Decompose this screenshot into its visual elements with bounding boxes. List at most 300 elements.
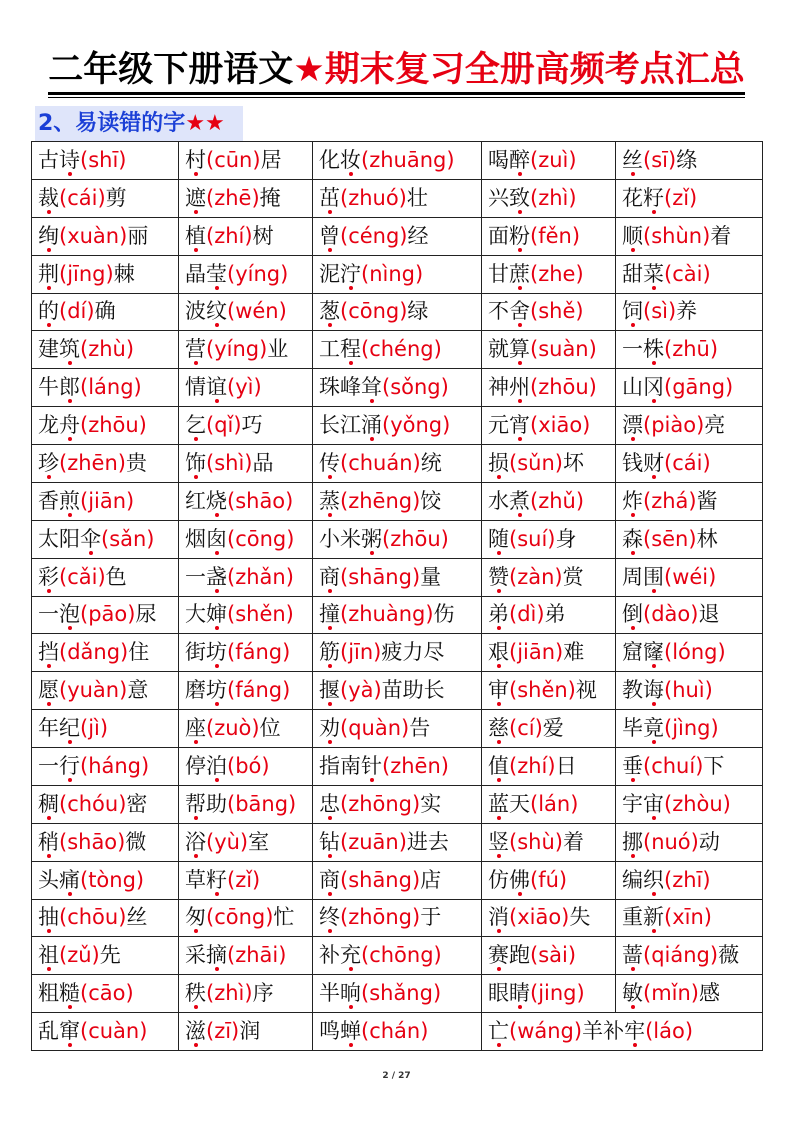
pinyin: (yǒng) xyxy=(382,413,451,438)
word-text: 龙 xyxy=(38,413,59,438)
word-text: 羊补 xyxy=(582,1019,625,1044)
word-text: 指南 xyxy=(319,753,361,778)
pinyin: (shěn) xyxy=(509,678,576,703)
word-text: 面 xyxy=(488,223,509,248)
table-cell xyxy=(482,672,616,710)
word-text: 坏 xyxy=(562,450,584,475)
dotted-char: 针 xyxy=(361,753,382,778)
word-text: 香 xyxy=(38,488,59,513)
table-cell xyxy=(32,861,179,899)
word-text: 住 xyxy=(128,640,150,665)
pinyin: (yì) xyxy=(227,375,262,400)
word-text: 掩 xyxy=(259,185,281,210)
word-text: 薇 xyxy=(718,943,740,968)
word-text: 眼 xyxy=(488,981,509,1006)
table-cell xyxy=(32,482,179,520)
pinyin: (shāo) xyxy=(227,488,294,513)
word-text: 酱 xyxy=(696,488,718,513)
dotted-char: 挡 xyxy=(38,640,59,665)
word-text: 丽 xyxy=(127,223,149,248)
title-grade-subject: 二年级下册语文 xyxy=(48,50,294,90)
table-row xyxy=(32,520,763,558)
table-cell xyxy=(482,482,616,520)
pinyin: (shě) xyxy=(530,299,584,324)
word-text: 宇 xyxy=(622,791,643,816)
pinyin: (piào) xyxy=(643,413,705,438)
dotted-char: 弟 xyxy=(488,602,509,627)
dotted-char: 揠 xyxy=(319,678,340,703)
table-row xyxy=(32,823,763,861)
pinyin: (xiāo) xyxy=(530,413,591,438)
word-text: 一 xyxy=(38,753,59,778)
word-text: 教 xyxy=(622,678,643,703)
pinyin: (sēn) xyxy=(643,526,697,551)
table-cell xyxy=(179,710,313,748)
pinyin: (dǎng) xyxy=(59,640,129,665)
dotted-char: 舟 xyxy=(59,413,80,438)
table-row xyxy=(32,142,763,180)
table-cell xyxy=(616,558,763,596)
word-text: 头 xyxy=(38,867,59,892)
dotted-char: 炸 xyxy=(622,488,643,513)
table-cell xyxy=(32,975,179,1013)
pinyin: (cí) xyxy=(509,716,543,741)
table-row xyxy=(32,558,763,596)
dotted-char: 森 xyxy=(622,526,643,551)
dotted-char: 算 xyxy=(509,337,530,362)
word-text: 壮 xyxy=(406,185,428,210)
pinyin: (zuò) xyxy=(206,716,260,741)
pinyin: (jìng) xyxy=(664,716,719,741)
table-cell xyxy=(32,748,179,786)
dotted-char: 莹 xyxy=(206,261,227,286)
dotted-char: 醉 xyxy=(509,147,530,172)
pinyin: (xīn) xyxy=(664,905,712,930)
word-text: 乱 xyxy=(38,1019,59,1044)
word-text: 甜 xyxy=(622,261,643,286)
table-cell xyxy=(32,369,179,407)
pinyin: (fáng) xyxy=(227,640,291,665)
word-text: 先 xyxy=(99,943,121,968)
table-cell xyxy=(179,369,313,407)
table-cell xyxy=(313,672,482,710)
pinyin: (zhǔ) xyxy=(530,488,585,513)
table-cell xyxy=(32,710,179,748)
table-cell xyxy=(179,861,313,899)
table-cell xyxy=(313,179,482,217)
dotted-char: 撞 xyxy=(319,602,340,627)
word-text: 序 xyxy=(252,981,274,1006)
word-text: 建 xyxy=(38,337,59,362)
word-text: 窟 xyxy=(622,640,643,665)
pinyin: (zuì) xyxy=(530,147,577,172)
pinyin: (háng) xyxy=(80,753,150,778)
table-cell xyxy=(32,520,179,558)
pinyin: (zhēn) xyxy=(59,450,126,475)
table-body xyxy=(32,142,763,1051)
dotted-char: 顺 xyxy=(622,223,643,248)
dotted-char: 饲 xyxy=(622,299,643,324)
pinyin: (nìng) xyxy=(361,261,424,286)
word-text: 重 xyxy=(622,905,643,930)
section-heading-stars: ★★ xyxy=(185,111,225,136)
dotted-char: 耸 xyxy=(361,375,382,400)
pinyin: (yà) xyxy=(340,678,382,703)
word-text: 统 xyxy=(420,450,442,475)
dotted-char: 赞 xyxy=(488,564,509,589)
pinyin: (cōng) xyxy=(206,905,274,930)
table-cell xyxy=(482,748,616,786)
dotted-char: 婶 xyxy=(206,602,227,627)
table-cell xyxy=(313,748,482,786)
dotted-char: 秩 xyxy=(185,981,206,1006)
table-cell xyxy=(179,937,313,975)
table-cell xyxy=(179,748,313,786)
word-text: 下 xyxy=(703,753,725,778)
dotted-char: 随 xyxy=(488,526,509,551)
dotted-char: 忠 xyxy=(319,791,340,816)
word-text: 喝 xyxy=(488,147,509,172)
pinyin: (shāng) xyxy=(340,867,421,892)
page-title xyxy=(0,48,793,92)
pinyin: (zhòu) xyxy=(664,791,731,816)
word-text: 品 xyxy=(252,450,274,475)
dotted-char: 滋 xyxy=(185,1019,206,1044)
dotted-char: 慈 xyxy=(488,716,509,741)
pinyin: (shāo) xyxy=(59,829,126,854)
table-cell xyxy=(32,179,179,217)
dotted-char: 粉 xyxy=(509,223,530,248)
word-text: 波 xyxy=(185,299,206,324)
pinyin: (tòng) xyxy=(80,867,145,892)
word-text: 意 xyxy=(127,678,149,703)
dotted-char: 审 xyxy=(488,678,509,703)
table-cell xyxy=(482,369,616,407)
table-cell xyxy=(482,975,616,1013)
table-cell xyxy=(616,445,763,483)
table-cell xyxy=(32,255,179,293)
dotted-char: 敏 xyxy=(622,981,643,1006)
table-cell xyxy=(482,142,616,180)
word-text: 水 xyxy=(488,488,509,513)
word-text: 古 xyxy=(38,147,59,172)
table-cell xyxy=(179,217,313,255)
word-text: 街 xyxy=(185,640,206,665)
pinyin: (zhù) xyxy=(80,337,135,362)
dotted-char: 坊 xyxy=(206,678,227,703)
table-row xyxy=(32,672,763,710)
dotted-char: 抽 xyxy=(38,905,59,930)
pinyin: (shāng) xyxy=(340,564,421,589)
pinyin: (wéi) xyxy=(664,564,717,589)
word-text: 润 xyxy=(239,1019,261,1044)
dotted-char: 财 xyxy=(643,450,664,475)
table-row xyxy=(32,710,763,748)
pinyin: (jiān) xyxy=(80,488,135,513)
pinyin: (zhí) xyxy=(206,223,253,248)
table-row xyxy=(32,179,763,217)
title-double-underline xyxy=(48,92,745,98)
dotted-char: 菜 xyxy=(643,261,664,286)
dotted-char: 损 xyxy=(488,450,509,475)
word-text: 赏 xyxy=(562,564,584,589)
word-text: 珠峰 xyxy=(319,375,361,400)
dotted-char: 痛 xyxy=(59,867,80,892)
dotted-char: 窿 xyxy=(643,640,664,665)
table-cell xyxy=(179,482,313,520)
pinyin: (qiáng) xyxy=(643,943,719,968)
word-text: 小米 xyxy=(319,526,361,551)
dotted-char: 蔗 xyxy=(509,261,530,286)
dotted-char: 充 xyxy=(340,943,361,968)
pinyin: (zhuàng) xyxy=(340,602,434,627)
table-cell xyxy=(32,293,179,331)
pinyin: (dí) xyxy=(59,299,95,324)
dotted-char: 商 xyxy=(319,564,340,589)
word-text: 实 xyxy=(420,791,442,816)
dotted-char: 蓝 xyxy=(488,791,509,816)
table-cell xyxy=(313,975,482,1013)
table-cell xyxy=(32,596,179,634)
word-text: 林 xyxy=(696,526,718,551)
word-text: 采 xyxy=(185,943,206,968)
table-cell xyxy=(32,331,179,369)
pinyin: (jīn) xyxy=(340,640,382,665)
table-cell xyxy=(313,407,482,445)
table-cell xyxy=(313,1013,482,1051)
table-cell xyxy=(32,823,179,861)
dotted-char: 稠 xyxy=(38,791,59,816)
table-cell xyxy=(32,217,179,255)
dotted-char: 郎 xyxy=(59,375,80,400)
dotted-char: 营 xyxy=(185,337,206,362)
dotted-char: 值 xyxy=(488,753,509,778)
pinyin: (mǐn) xyxy=(643,981,699,1006)
table-cell xyxy=(482,596,616,634)
pinyin: (zhōu) xyxy=(382,526,449,551)
pinyin: (zhōng) xyxy=(340,905,421,930)
dotted-char: 稍 xyxy=(38,829,59,854)
section-heading-label: 2、易读错的字 xyxy=(38,111,186,136)
table-cell xyxy=(482,1013,763,1051)
pinyin: (zhū) xyxy=(664,337,719,362)
dotted-char: 泊 xyxy=(206,753,227,778)
dotted-char: 匆 xyxy=(185,905,206,930)
dotted-char: 劝 xyxy=(319,716,340,741)
table-cell xyxy=(616,785,763,823)
word-text: 工 xyxy=(319,337,340,362)
table-cell xyxy=(616,748,763,786)
word-text: 补 xyxy=(319,943,340,968)
table-cell xyxy=(616,217,763,255)
dotted-char: 诗 xyxy=(59,147,80,172)
table-cell xyxy=(482,293,616,331)
dotted-char: 株 xyxy=(643,337,664,362)
table-cell xyxy=(313,255,482,293)
table-row xyxy=(32,785,763,823)
table-cell xyxy=(313,899,482,937)
table-cell xyxy=(179,331,313,369)
table-cell xyxy=(313,331,482,369)
table-cell xyxy=(482,937,616,975)
pinyin: (zhāi) xyxy=(227,943,287,968)
pinyin: (chéng) xyxy=(361,337,442,362)
pinyin: (zhōng) xyxy=(340,791,421,816)
word-text: 绿 xyxy=(407,299,429,324)
pinyin: (zhī) xyxy=(664,867,711,892)
dotted-char: 致 xyxy=(509,185,530,210)
dotted-char: 牢 xyxy=(624,1019,646,1044)
word-text: 周 xyxy=(622,564,643,589)
dotted-char: 浴 xyxy=(185,829,206,854)
table-cell xyxy=(616,634,763,672)
pinyin: (zhuāng) xyxy=(361,147,455,172)
word-text: 业 xyxy=(267,337,289,362)
pinyin: (xiāo) xyxy=(509,905,570,930)
word-text: 身 xyxy=(555,526,577,551)
pinyin: (jiān) xyxy=(509,640,564,665)
dotted-char: 漂 xyxy=(622,413,643,438)
word-text: 半 xyxy=(319,981,340,1006)
pinyin: (sǔn) xyxy=(509,450,563,475)
dotted-char: 蔷 xyxy=(622,943,643,968)
word-text: 感 xyxy=(699,981,720,1006)
dotted-char: 蒸 xyxy=(319,488,340,513)
word-text: 退 xyxy=(698,602,720,627)
table-cell xyxy=(616,823,763,861)
table-cell xyxy=(313,520,482,558)
word-text: 就 xyxy=(488,337,509,362)
dotted-char: 佛 xyxy=(509,867,530,892)
word-text: 经 xyxy=(407,223,429,248)
pinyin: (chuí) xyxy=(643,753,704,778)
table-row xyxy=(32,937,763,975)
pinyin: (sǎn) xyxy=(101,526,155,551)
table-row xyxy=(32,596,763,634)
table-row xyxy=(32,482,763,520)
table-cell xyxy=(32,899,179,937)
pinyin: (yíng) xyxy=(206,337,268,362)
dotted-char: 睛 xyxy=(509,981,530,1006)
table-cell xyxy=(616,520,763,558)
dotted-char: 植 xyxy=(185,223,206,248)
pinyin: (jīng) xyxy=(59,261,114,286)
word-text: 难 xyxy=(563,640,585,665)
pinyin: (cuàn) xyxy=(80,1019,148,1044)
dotted-char: 珍 xyxy=(38,450,59,475)
table-cell xyxy=(313,142,482,180)
dotted-char: 艰 xyxy=(488,640,509,665)
pinyin: (cūn) xyxy=(206,147,261,172)
table-cell xyxy=(482,558,616,596)
word-text: 神 xyxy=(488,375,509,400)
dotted-char: 绚 xyxy=(38,223,59,248)
table-cell xyxy=(313,937,482,975)
dotted-char: 遮 xyxy=(185,185,206,210)
table-cell xyxy=(313,445,482,483)
dotted-char: 诲 xyxy=(643,678,664,703)
word-text: 红 xyxy=(185,488,206,513)
word-text: 疲力尽 xyxy=(381,640,445,665)
word-text: 太阳 xyxy=(38,526,80,551)
word-text: 于 xyxy=(420,905,442,930)
pinyin: (suí) xyxy=(509,526,556,551)
table-cell xyxy=(179,596,313,634)
pinyin: (zhe) xyxy=(530,261,584,286)
table-row xyxy=(32,634,763,672)
dotted-char: 宵 xyxy=(509,413,530,438)
table-cell xyxy=(179,1013,313,1051)
dotted-char: 消 xyxy=(488,905,509,930)
table-cell xyxy=(179,899,313,937)
table-cell xyxy=(179,975,313,1013)
dotted-char: 蝉 xyxy=(340,1019,361,1044)
dotted-char: 烧 xyxy=(206,488,227,513)
pinyin: (zhōu) xyxy=(530,375,597,400)
word-text: 进去 xyxy=(406,829,449,854)
word-text: 日 xyxy=(555,753,577,778)
dotted-char: 裁 xyxy=(38,185,59,210)
pinyin: (chōng) xyxy=(361,943,442,968)
dotted-char: 织 xyxy=(643,867,664,892)
word-text: 位 xyxy=(259,716,281,741)
word-text: 粗 xyxy=(38,981,59,1006)
table-cell xyxy=(616,937,763,975)
table-cell xyxy=(32,785,179,823)
pinyin: (zǐ) xyxy=(664,185,698,210)
table-cell xyxy=(32,937,179,975)
dotted-char: 商 xyxy=(319,867,340,892)
word-text: 贵 xyxy=(125,450,147,475)
dotted-char: 座 xyxy=(185,716,206,741)
pinyin: (wáng) xyxy=(509,1019,583,1044)
word-text: 养 xyxy=(676,299,698,324)
word-text: 晶 xyxy=(185,261,206,286)
pinyin: (qǐ) xyxy=(206,413,242,438)
pinyin: (shì) xyxy=(206,450,253,475)
word-text: 苗助长 xyxy=(381,678,445,703)
dotted-char: 伞 xyxy=(80,526,101,551)
table-cell xyxy=(32,558,179,596)
pinyin: (chán) xyxy=(361,1019,429,1044)
dotted-char: 筑 xyxy=(59,337,80,362)
table-cell xyxy=(179,558,313,596)
table-cell xyxy=(179,520,313,558)
word-text: 一 xyxy=(622,337,643,362)
word-text: 天 xyxy=(509,791,530,816)
pinyin: (pāo) xyxy=(80,602,136,627)
dotted-char: 筋 xyxy=(319,640,340,665)
word-text: 微 xyxy=(125,829,147,854)
table-row xyxy=(32,975,763,1013)
pinyin: (láo) xyxy=(645,1019,694,1044)
word-text: 弟 xyxy=(544,602,566,627)
table-cell xyxy=(482,331,616,369)
word-text: 亮 xyxy=(704,413,726,438)
pinyin: (láng) xyxy=(80,375,142,400)
word-text: 店 xyxy=(420,867,442,892)
pinyin: (zhá) xyxy=(643,488,697,513)
dotted-char: 垂 xyxy=(622,753,643,778)
dotted-char: 泞 xyxy=(340,261,361,286)
dotted-char: 终 xyxy=(319,905,340,930)
dotted-char: 煎 xyxy=(59,488,80,513)
table-cell xyxy=(616,975,763,1013)
table-cell xyxy=(482,407,616,445)
table-cell xyxy=(179,634,313,672)
table-cell xyxy=(616,369,763,407)
word-text: 钱 xyxy=(622,450,643,475)
